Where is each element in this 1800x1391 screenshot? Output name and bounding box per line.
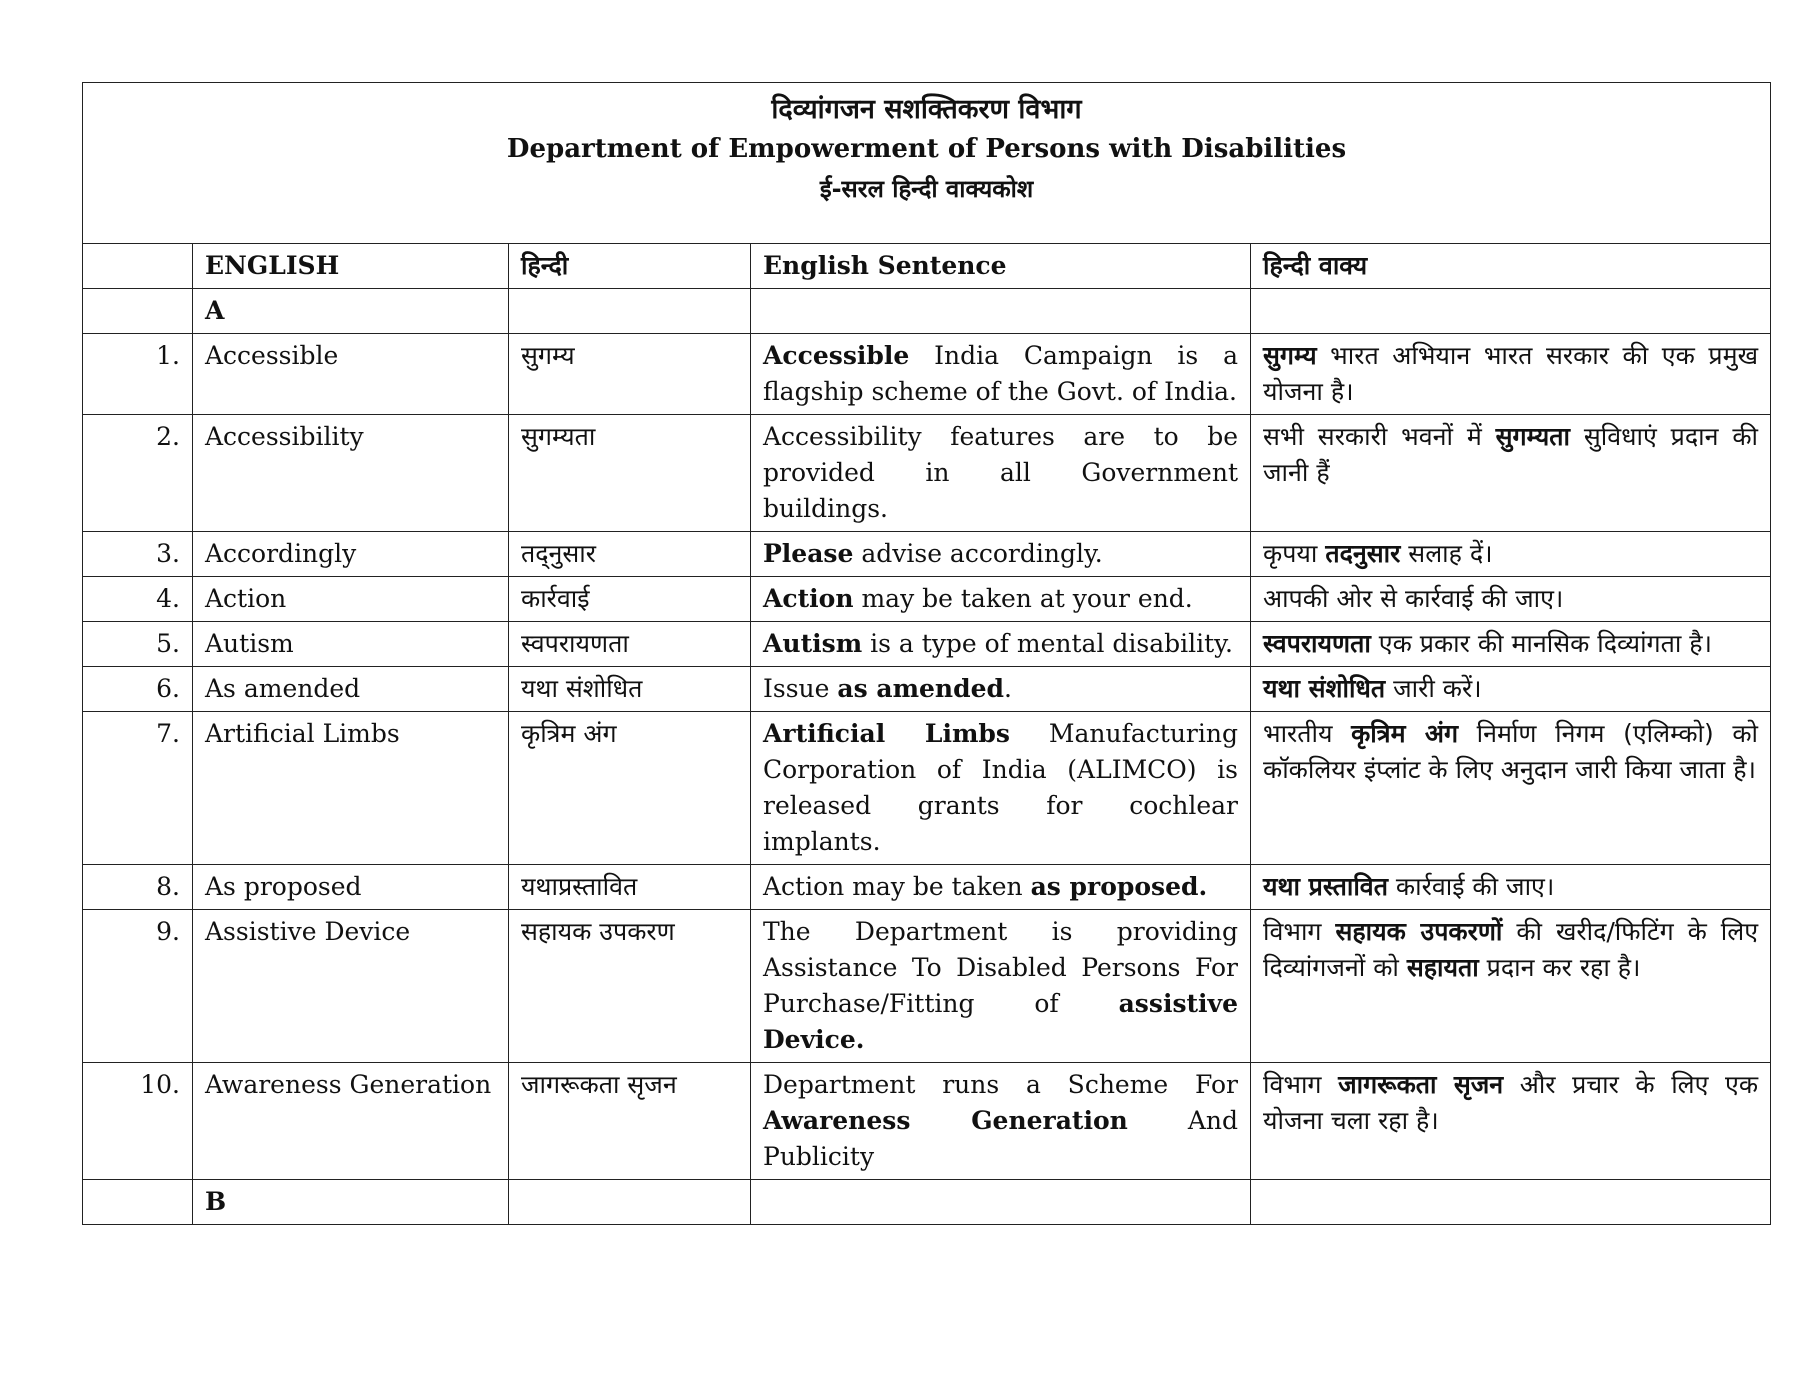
entry-english-sentence xyxy=(751,667,1251,712)
hindi-sentence-segment: सभी सरकारी भवनों में xyxy=(1263,422,1496,451)
section-letter: B xyxy=(193,1180,509,1225)
hindi-sentence-segment: भारतीय xyxy=(1263,719,1352,748)
column-header-english: ENGLISH xyxy=(193,244,509,289)
section-empty-cell xyxy=(751,289,1251,334)
hindi-sentence-segment: की खरीद/फिटिंग के लिए दिव्यांगजनों को xyxy=(1263,917,1759,982)
table-row xyxy=(83,910,1771,1063)
entry-hindi-sentence xyxy=(1251,532,1771,577)
table-row xyxy=(83,334,1771,415)
entry-number: 5. xyxy=(83,622,193,667)
sentence-segment: Accessibility features are to be provided in all Government buildings. xyxy=(763,422,1238,523)
entry-english-term: Accessibility xyxy=(193,415,509,532)
hindi-sentence-bold-segment: सुगम्य xyxy=(1263,341,1317,370)
sentence-bold-segment: Please xyxy=(763,539,854,568)
vocabulary-table xyxy=(82,82,1771,1225)
sentence-segment: Department runs a Scheme For xyxy=(763,1070,1238,1099)
entry-hindi-term: सहायक उपकरण xyxy=(509,910,751,1063)
hindi-sentence-bold-segment: तदनुसार xyxy=(1325,539,1401,568)
entry-number: 1. xyxy=(83,334,193,415)
hindi-sentence-bold-segment: सहायता xyxy=(1406,953,1479,982)
title-row xyxy=(83,83,1771,244)
sentence-segment: is a type of mental disability. xyxy=(862,629,1233,658)
entry-hindi-term: यथा संशोधित xyxy=(509,667,751,712)
sentence-bold-segment: Artificial Limbs xyxy=(763,719,1010,748)
entry-english-term: Accessible xyxy=(193,334,509,415)
table-row xyxy=(83,532,1771,577)
hindi-sentence-segment: निर्माण निगम (एलिम्को) को कॉकलियर इंप्लांट के लिए अनुदान जारी किया जाता है। xyxy=(1263,719,1759,784)
sentence-segment: And Publicity xyxy=(763,1106,1238,1171)
section-letter: A xyxy=(193,289,509,334)
table-row xyxy=(83,667,1771,712)
entry-hindi-term: कार्रवाई xyxy=(509,577,751,622)
entry-english-term: As amended xyxy=(193,667,509,712)
column-header-hindi: हिन्दी xyxy=(509,244,751,289)
entry-hindi-term: जागरूकता सृजन xyxy=(509,1063,751,1180)
hindi-sentence-segment: कृपया xyxy=(1263,539,1326,568)
sentence-segment: Manufacturing Corporation of India (ALIMCO) is released grants for cochlear implants. xyxy=(763,719,1238,856)
section-empty-cell xyxy=(509,289,751,334)
entry-hindi-sentence xyxy=(1251,910,1771,1063)
hindi-sentence-bold-segment: यथा प्रस्तावित xyxy=(1263,872,1388,901)
column-header-hindi-sentence: हिन्दी वाक्य xyxy=(1251,244,1771,289)
entry-hindi-sentence xyxy=(1251,667,1771,712)
hindi-sentence-bold-segment: स्वपरायणता xyxy=(1263,629,1371,658)
section-empty-cell xyxy=(1251,1180,1771,1225)
sentence-bold-segment: Awareness Generation xyxy=(763,1106,1128,1135)
entry-english-sentence xyxy=(751,1063,1251,1180)
subtitle-hindi: ई-सरल हिन्दी वाक्यकोश xyxy=(819,175,1034,203)
section-letter-row xyxy=(83,289,1771,334)
entry-hindi-sentence xyxy=(1251,712,1771,865)
entry-hindi-sentence xyxy=(1251,577,1771,622)
entry-number: 10. xyxy=(83,1063,193,1180)
table-row xyxy=(83,415,1771,532)
entry-english-term: Awareness Generation xyxy=(193,1063,509,1180)
entry-hindi-sentence xyxy=(1251,1063,1771,1180)
entry-english-sentence xyxy=(751,910,1251,1063)
hindi-sentence-segment: एक प्रकार की मानसिक दिव्यांगता है। xyxy=(1370,629,1713,658)
entry-english-term: Assistive Device xyxy=(193,910,509,1063)
sentence-bold-segment: Accessible xyxy=(763,341,910,370)
document-page xyxy=(82,82,1770,1225)
sentence-segment: advise accordingly. xyxy=(853,539,1103,568)
entry-number: 8. xyxy=(83,865,193,910)
hindi-sentence-segment: सुविधाएं प्रदान की जानी हैं xyxy=(1263,422,1759,487)
hindi-sentence-segment: विभाग xyxy=(1263,1070,1339,1099)
entry-english-sentence xyxy=(751,334,1251,415)
title-hindi: दिव्यांगजन सशक्तिकरण विभाग xyxy=(771,94,1082,125)
entry-english-term: Autism xyxy=(193,622,509,667)
entry-hindi-sentence xyxy=(1251,415,1771,532)
hindi-sentence-bold-segment: सुगम्यता xyxy=(1495,422,1570,451)
section-empty-cell xyxy=(1251,289,1771,334)
section-number-cell xyxy=(83,1180,193,1225)
hindi-sentence-bold-segment: जागरूकता सृजन xyxy=(1338,1070,1504,1099)
entry-hindi-term: तद्‌नुसार xyxy=(509,532,751,577)
column-header-row xyxy=(83,244,1771,289)
hindi-sentence-segment: भारत अभियान भारत सरकार की एक प्रमुख योजना है। xyxy=(1263,341,1759,406)
entry-hindi-term: सुगम्यता xyxy=(509,415,751,532)
entry-hindi-sentence xyxy=(1251,865,1771,910)
section-empty-cell xyxy=(509,1180,751,1225)
hindi-sentence-segment: आपकी ओर से कार्रवाई की जाए। xyxy=(1263,584,1564,613)
entry-english-sentence xyxy=(751,577,1251,622)
title-english: Department of Empowerment of Persons with Disabilities xyxy=(506,134,1347,164)
sentence-segment: may be taken at your end. xyxy=(853,584,1193,613)
sentence-bold-segment: assistive Device. xyxy=(763,989,1238,1054)
entry-english-term: As proposed xyxy=(193,865,509,910)
entry-number: 4. xyxy=(83,577,193,622)
sentence-segment: The Department is providing Assistance To Disabled Persons For Purchase/Fitting of xyxy=(763,917,1238,1018)
hindi-sentence-segment: सलाह दें। xyxy=(1400,539,1493,568)
entry-hindi-sentence xyxy=(1251,622,1771,667)
table-row xyxy=(83,865,1771,910)
entry-hindi-sentence xyxy=(1251,334,1771,415)
hindi-sentence-bold-segment: सहायक उपकरणों xyxy=(1335,917,1503,946)
hindi-sentence-segment: और प्रचार के लिए एक योजना चला रहा है। xyxy=(1263,1070,1759,1135)
entry-number: 7. xyxy=(83,712,193,865)
hindi-sentence-bold-segment: कृत्रिम अंग xyxy=(1351,719,1459,748)
sentence-segment: Issue xyxy=(763,674,838,703)
hindi-sentence-segment: विभाग xyxy=(1263,917,1336,946)
sentence-bold-segment: as amended xyxy=(837,674,1004,703)
entry-hindi-term: यथाप्रस्तावित xyxy=(509,865,751,910)
table-row xyxy=(83,712,1771,865)
entry-number: 6. xyxy=(83,667,193,712)
entry-number: 3. xyxy=(83,532,193,577)
entry-english-sentence xyxy=(751,865,1251,910)
entry-english-sentence xyxy=(751,622,1251,667)
sentence-segment: . xyxy=(1003,674,1012,703)
sentence-segment: Action may be taken xyxy=(763,872,1031,901)
sentence-bold-segment: Autism xyxy=(763,629,863,658)
column-header-number xyxy=(83,244,193,289)
entry-english-term: Accordingly xyxy=(193,532,509,577)
title-block xyxy=(83,83,1771,244)
entry-english-term: Action xyxy=(193,577,509,622)
entry-hindi-term: स्वपरायणता xyxy=(509,622,751,667)
hindi-sentence-segment: प्रदान कर रहा है। xyxy=(1478,953,1641,982)
entry-english-sentence xyxy=(751,712,1251,865)
hindi-sentence-bold-segment: यथा संशोधित xyxy=(1263,674,1386,703)
entry-hindi-term: सुगम्य xyxy=(509,334,751,415)
section-empty-cell xyxy=(751,1180,1251,1225)
entry-english-term: Artificial Limbs xyxy=(193,712,509,865)
sentence-bold-segment: as proposed. xyxy=(1030,872,1208,901)
entry-hindi-term: कृत्रिम अंग xyxy=(509,712,751,865)
section-number-cell xyxy=(83,289,193,334)
table-row xyxy=(83,622,1771,667)
entry-english-sentence xyxy=(751,532,1251,577)
entry-number: 9. xyxy=(83,910,193,1063)
sentence-segment: India Campaign is a flagship scheme of the Govt. of India. xyxy=(763,341,1238,406)
hindi-sentence-segment: कार्रवाई की जाए। xyxy=(1387,872,1555,901)
table-row xyxy=(83,1063,1771,1180)
table-row xyxy=(83,577,1771,622)
column-header-english-sentence: English Sentence xyxy=(751,244,1251,289)
sentence-bold-segment: Action xyxy=(763,584,854,613)
hindi-sentence-segment: जारी करें। xyxy=(1385,674,1482,703)
entry-english-sentence xyxy=(751,415,1251,532)
entry-number: 2. xyxy=(83,415,193,532)
section-letter-row xyxy=(83,1180,1771,1225)
